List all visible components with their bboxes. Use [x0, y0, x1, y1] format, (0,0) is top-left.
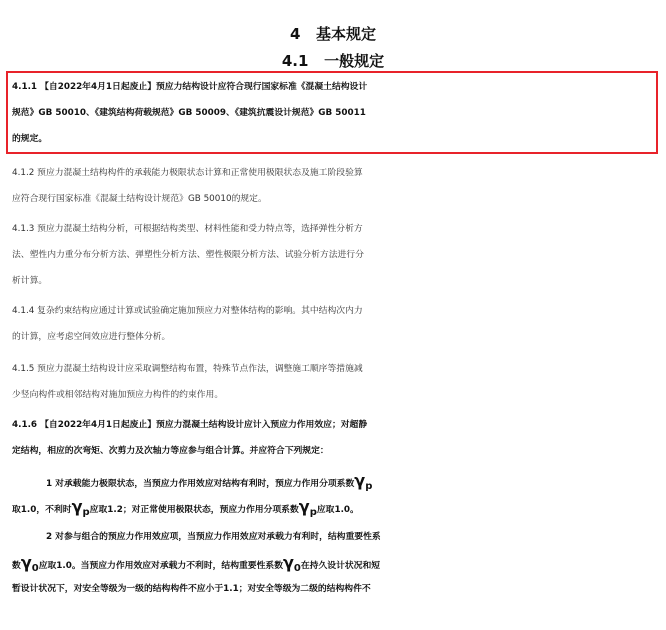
- item-line: 暂设计状况下，对安全等级为一级的结构构件不应小于1.1；对安全等级为二级的结构构件不: [12, 584, 371, 594]
- clause-4-1-3: [12, 216, 664, 294]
- item-text: 数: [12, 561, 21, 571]
- gamma-symbol: γ: [298, 497, 310, 516]
- clause-line: 4.1.2 预应力混凝土结构构件的承载能力极限状态计算和正常使用极限状态及施工阶段验算: [12, 168, 363, 178]
- item-text: 在持久设计状况和短: [300, 561, 381, 571]
- clause-4-1-4: [12, 298, 664, 350]
- clause-line: 的规定。: [12, 134, 48, 144]
- clause-line: 的计算，应考虑空间效应进行整体分析。: [12, 332, 171, 342]
- section-heading: 4.1 一般规定: [281, 52, 385, 70]
- item-line: [12, 494, 664, 520]
- clause-4-1-1: [12, 74, 664, 152]
- clause-line: 4.1.6 【自2022年4月1日起废止】预应力混凝土结构设计应计入预应力作用效应；对超静: [12, 420, 368, 430]
- clause-line: 4.1.4 复杂约束结构应通过计算或试验确定施加预应力对整体结构的影响。其中结构次内力: [12, 306, 363, 316]
- clause-line: 4.1.1 【自2022年4月1日起废止】预应力结构设计应符合现行国家标准《混凝土结构设计: [12, 82, 368, 92]
- item-text: 取1.0，不利时: [12, 505, 72, 515]
- clause-line: 法、塑性内力重分布分析方法、弹塑性分析方法、塑性极限分析方法、试验分析方法进行分: [12, 250, 364, 260]
- item-line: 2 对参与组合的预应力作用效应项，当预应力作用效应对承载力有利时，结构重要性系: [46, 532, 381, 542]
- item-text: 应取1.0。当预应力作用效应对承载力不利时，结构重要性系数: [38, 561, 283, 571]
- clause-line: 4.1.3 预应力混凝土结构分析，可根据结构类型、材料性能和受力特点等，选择弹性分析方: [12, 224, 363, 234]
- clause-line: 规范》GB 50010、《建筑结构荷载规范》GB 50009、《建筑抗震设计规范》GB 50011: [12, 108, 366, 118]
- subscript-p: p: [309, 507, 317, 518]
- subscript-p: p: [365, 481, 373, 492]
- clause-line: 定结构，相应的次弯矩、次剪力及次轴力等应参与组合计算。并应符合下列规定：: [12, 446, 329, 456]
- item-text: 1 对承载能力极限状态，当预应力作用效应对结构有利时，预应力作用分项系数: [46, 479, 355, 489]
- subscript-p: p: [82, 507, 90, 518]
- item-text: 应取1.2；对正常使用极限状态，预应力作用分项系数: [89, 505, 299, 515]
- subscript-0: 0: [293, 563, 301, 574]
- gamma-symbol: γ: [71, 497, 83, 516]
- gamma-symbol: γ: [354, 471, 366, 490]
- clause-4-1-2: [12, 160, 664, 212]
- chapter-heading: 4 基本规定: [289, 25, 377, 43]
- clause-4-1-6: [12, 412, 664, 464]
- subscript-0: 0: [31, 563, 39, 574]
- gamma-symbol: γ: [20, 553, 32, 572]
- clause-line: 少竖向构件或相邻结构对施加预应力构件的约束作用。: [12, 390, 224, 400]
- clause-line: 4.1.5 预应力混凝土结构设计应采取调整结构布置，特殊节点作法，调整施工顺序等措施减: [12, 364, 363, 374]
- item-text: 应取1.0。: [316, 505, 359, 515]
- clause-4-1-6-item-2: [12, 524, 664, 602]
- item-line: [12, 468, 664, 494]
- item-line: [12, 550, 664, 576]
- clause-line: 应符合现行国家标准《混凝土结构设计规范》GB 50010的规定。: [12, 194, 267, 204]
- clause-4-1-6-item-1: [12, 468, 664, 520]
- clause-4-1-5: [12, 356, 664, 408]
- gamma-symbol: γ: [283, 553, 294, 572]
- clause-line: 析计算。: [12, 276, 48, 286]
